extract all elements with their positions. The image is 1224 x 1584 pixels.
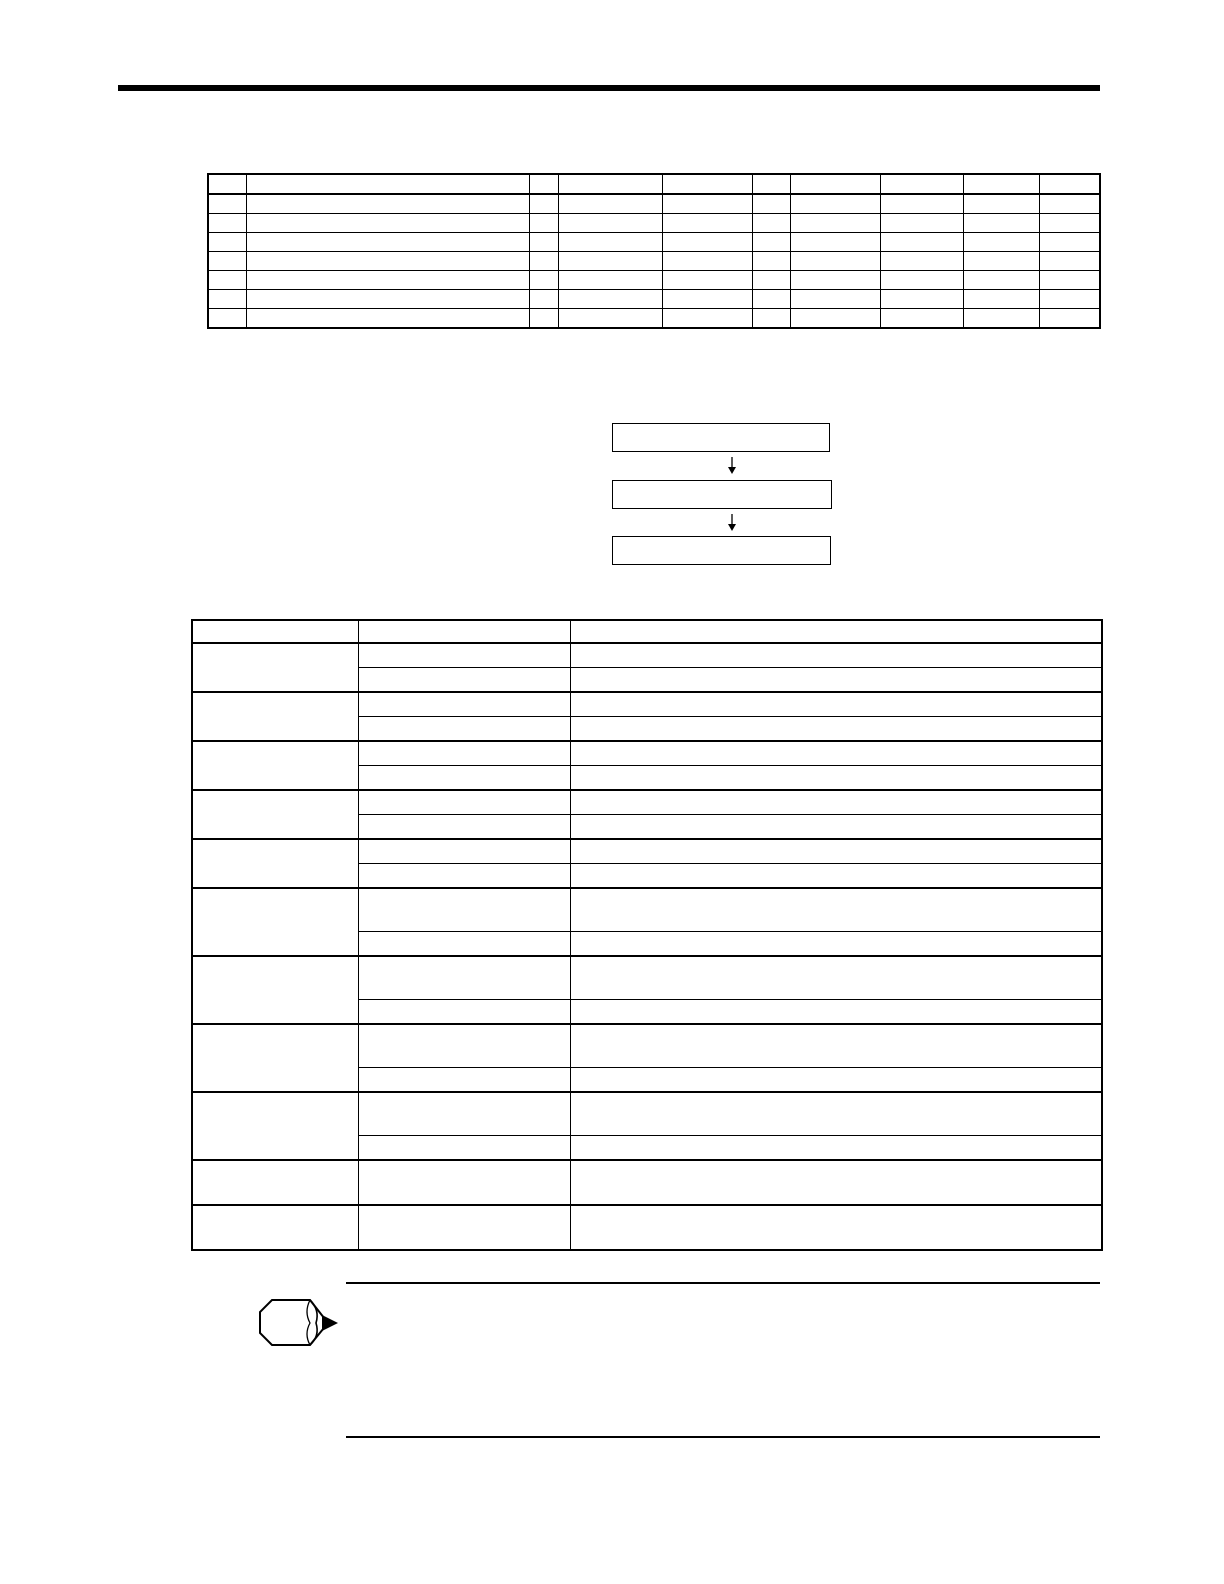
table-cell (790, 290, 880, 309)
table-row (208, 290, 1100, 309)
table-cell (1039, 271, 1100, 290)
group-cell (192, 741, 358, 790)
table-row (208, 233, 1100, 252)
table-cell (358, 1024, 570, 1068)
table-cell (570, 839, 1102, 864)
table-cell (358, 932, 570, 957)
header-cell (963, 174, 1039, 194)
table-cell (358, 790, 570, 815)
table-cell (358, 956, 570, 1000)
group-cell (192, 839, 358, 888)
table-cell (208, 214, 246, 233)
table-cell (358, 839, 570, 864)
table-cell (246, 194, 529, 214)
table-cell (558, 271, 662, 290)
note-bottom-rule (346, 1436, 1100, 1438)
table-cell (570, 956, 1102, 1000)
table-header-row (208, 174, 1100, 194)
table-cell (358, 1136, 570, 1161)
table-cell (558, 290, 662, 309)
header-cell (662, 174, 752, 194)
table-row (192, 1160, 1102, 1205)
table-header-row (192, 620, 1102, 643)
table-cell (558, 214, 662, 233)
table-cell (662, 194, 752, 214)
note-top-rule (346, 1282, 1100, 1284)
table-cell (570, 692, 1102, 717)
table-cell (963, 194, 1039, 214)
table-cell (880, 194, 963, 214)
table-cell (662, 214, 752, 233)
flow-step-2-box (612, 480, 832, 509)
table-cell (752, 252, 790, 271)
header-cell (880, 174, 963, 194)
table-cell (570, 668, 1102, 693)
table-cell (880, 309, 963, 329)
group-cell (192, 692, 358, 741)
table-cell (358, 766, 570, 791)
header-rule (118, 85, 1100, 91)
flow-step-1-box (612, 423, 830, 452)
table-cell (358, 1068, 570, 1093)
table-cell (752, 194, 790, 214)
table-cell (790, 194, 880, 214)
table-cell (358, 888, 570, 932)
table-cell (790, 233, 880, 252)
group-cell (192, 1160, 358, 1205)
table-cell (570, 815, 1102, 840)
table-cell (1039, 290, 1100, 309)
table-cell (662, 271, 752, 290)
table-cell (208, 194, 246, 214)
table-cell (358, 1160, 570, 1205)
header-cell (192, 620, 358, 643)
table-cell (570, 1160, 1102, 1205)
table-row (192, 741, 1102, 766)
table-cell (570, 643, 1102, 668)
table-cell (208, 252, 246, 271)
table-cell (570, 790, 1102, 815)
table-cell (963, 271, 1039, 290)
table-cell (1039, 252, 1100, 271)
table-cell (570, 888, 1102, 932)
table-row (192, 790, 1102, 815)
table-cell (880, 252, 963, 271)
table-cell (570, 1024, 1102, 1068)
table-cell (570, 1205, 1102, 1250)
table-cell (570, 741, 1102, 766)
parameter-table (207, 173, 1101, 329)
table-cell (358, 1092, 570, 1136)
table-cell (790, 252, 880, 271)
arrow-down-icon (726, 457, 738, 475)
table-cell (208, 309, 246, 329)
table-cell (558, 194, 662, 214)
table-cell (246, 290, 529, 309)
table-cell (662, 252, 752, 271)
group-cell (192, 1024, 358, 1092)
table-cell (246, 233, 529, 252)
table-cell (880, 214, 963, 233)
table-cell (570, 766, 1102, 791)
table-cell (1039, 233, 1100, 252)
table-cell (963, 309, 1039, 329)
table-cell (662, 309, 752, 329)
group-cell (192, 1092, 358, 1160)
group-cell (192, 790, 358, 839)
table-cell (570, 932, 1102, 957)
table-cell (208, 271, 246, 290)
table-cell (558, 252, 662, 271)
table-row (192, 888, 1102, 932)
table-cell (963, 252, 1039, 271)
table-cell (1039, 309, 1100, 329)
table-row (208, 309, 1100, 329)
table-cell (570, 864, 1102, 889)
group-cell (192, 888, 358, 956)
table-row (192, 1092, 1102, 1136)
table-cell (790, 214, 880, 233)
table-cell (246, 214, 529, 233)
table-cell (752, 271, 790, 290)
header-cell (208, 174, 246, 194)
header-cell (358, 620, 570, 643)
table-cell (570, 717, 1102, 742)
table-cell (529, 252, 558, 271)
table-cell (752, 309, 790, 329)
table-cell (358, 692, 570, 717)
table-cell (570, 1136, 1102, 1161)
table-cell (1039, 214, 1100, 233)
table-cell (208, 290, 246, 309)
table-cell (662, 290, 752, 309)
table-cell (246, 309, 529, 329)
table-row (208, 214, 1100, 233)
header-cell (570, 620, 1102, 643)
header-cell (529, 174, 558, 194)
table-row (208, 194, 1100, 214)
table-cell (570, 1000, 1102, 1025)
table-cell (963, 233, 1039, 252)
table-row (192, 839, 1102, 864)
table-cell (358, 741, 570, 766)
table-cell (963, 290, 1039, 309)
table-cell (752, 290, 790, 309)
table-cell (358, 815, 570, 840)
table-cell (790, 271, 880, 290)
group-cell (192, 1205, 358, 1250)
table-cell (752, 233, 790, 252)
header-cell (790, 174, 880, 194)
group-cell (192, 643, 358, 692)
table-cell (662, 233, 752, 252)
table-cell (752, 214, 790, 233)
table-cell (558, 233, 662, 252)
table-row (192, 1205, 1102, 1250)
table-cell (358, 1000, 570, 1025)
table-cell (246, 271, 529, 290)
pencil-icon (258, 1298, 340, 1348)
header-cell (246, 174, 529, 194)
table-cell (358, 864, 570, 889)
table-cell (880, 290, 963, 309)
table-cell (529, 233, 558, 252)
table-cell (558, 309, 662, 329)
table-row (208, 252, 1100, 271)
arrow-down-icon (726, 514, 738, 532)
table-cell (208, 233, 246, 252)
table-cell (963, 214, 1039, 233)
table-row (192, 643, 1102, 668)
flow-step-3-box (612, 536, 831, 565)
table-cell (529, 194, 558, 214)
header-cell (752, 174, 790, 194)
header-cell (1039, 174, 1100, 194)
status-table (191, 619, 1103, 1251)
table-cell (880, 271, 963, 290)
table-cell (529, 290, 558, 309)
table-row (192, 692, 1102, 717)
table-cell (358, 643, 570, 668)
table-row (192, 1024, 1102, 1068)
table-row (192, 956, 1102, 1000)
table-cell (358, 1205, 570, 1250)
table-cell (358, 668, 570, 693)
table-cell (358, 717, 570, 742)
table-cell (790, 309, 880, 329)
table-cell (570, 1068, 1102, 1093)
group-cell (192, 956, 358, 1024)
table-cell (1039, 194, 1100, 214)
header-cell (558, 174, 662, 194)
table-cell (529, 271, 558, 290)
table-cell (529, 309, 558, 329)
table-row (208, 271, 1100, 290)
table-cell (529, 214, 558, 233)
table-cell (570, 1092, 1102, 1136)
table-cell (246, 252, 529, 271)
table-cell (880, 233, 963, 252)
